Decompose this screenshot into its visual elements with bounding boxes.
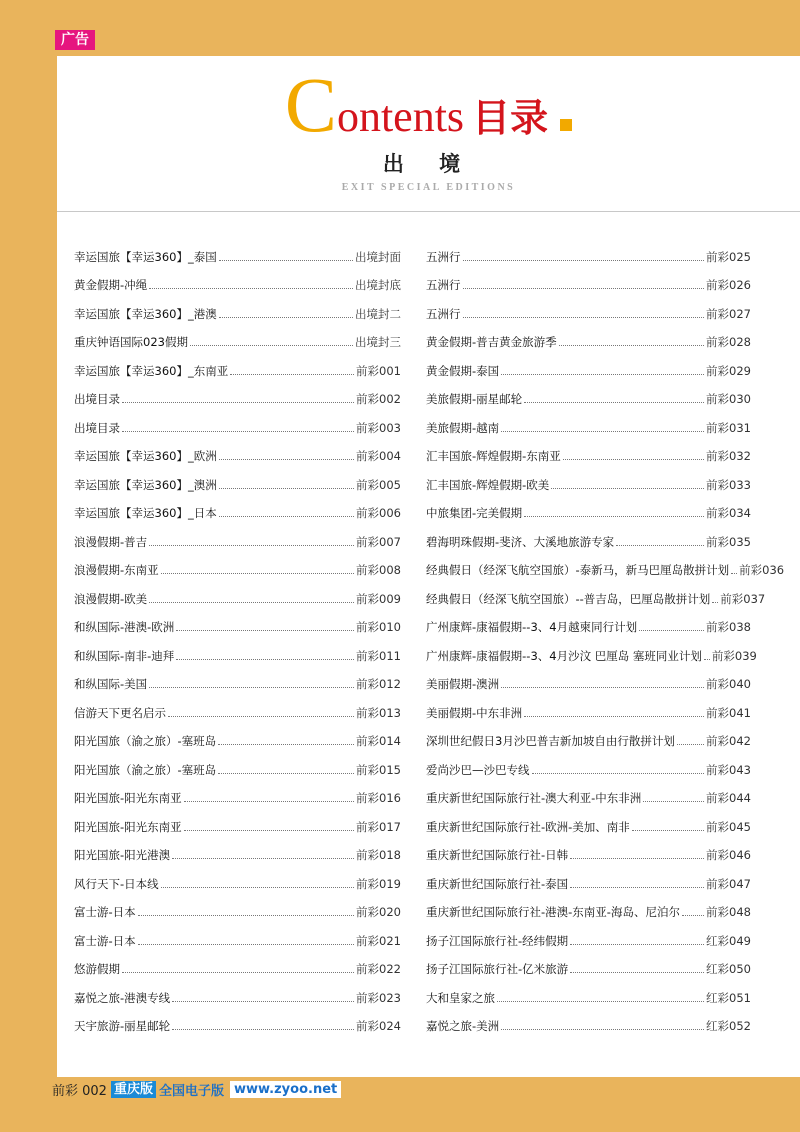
toc-entry[interactable] [426, 407, 751, 436]
toc-entry-title: 重庆钟语国际023假期 [74, 335, 188, 349]
toc-entry-title: 富士游-日本 [74, 905, 136, 919]
toc-dot-leader [501, 374, 704, 375]
toc-dot-leader [219, 317, 353, 318]
toc-dot-leader [704, 659, 710, 660]
toc-entry-title: 广州康辉-康福假期--3、4月沙汶 巴厘岛 塞班同业计划 [426, 648, 702, 663]
toc-entry[interactable] [426, 692, 751, 721]
toc-dot-leader [190, 345, 353, 346]
toc-entry-title: 和纵国际-美国 [74, 677, 148, 691]
toc-entry-page: 前彩046 [706, 848, 751, 862]
toc-entry-title: 扬子江国际旅行社-亿米旅游 [426, 962, 569, 976]
toc-entry[interactable] [74, 692, 401, 721]
toc-dot-leader [559, 345, 704, 346]
toc-entry-page: 前彩005 [356, 477, 401, 492]
toc-entry[interactable] [74, 977, 401, 1006]
toc-dot-leader [122, 431, 354, 432]
toc-entry-page: 前彩038 [706, 620, 751, 634]
toc-entry[interactable] [426, 464, 751, 493]
toc-entry[interactable] [74, 664, 401, 693]
toc-entry[interactable] [74, 607, 401, 636]
toc-entry-title: 重庆新世纪国际旅行社-港澳-东南亚-海岛、尼泊尔 [426, 905, 680, 919]
toc-entry-page: 前彩016 [356, 791, 401, 805]
toc-entry-title: 五洲行 [426, 306, 461, 321]
toc-entry[interactable] [74, 749, 401, 778]
toc-dot-leader [218, 744, 354, 745]
toc-entry[interactable] [426, 436, 751, 465]
toc-dot-leader [677, 744, 704, 745]
toc-entry[interactable] [74, 949, 401, 978]
toc-dot-leader [524, 516, 704, 517]
toc-dot-leader [682, 915, 704, 916]
toc-entry-page: 前彩015 [356, 762, 401, 777]
toc-entry-page: 前彩009 [356, 591, 401, 606]
toc-entry[interactable] [426, 835, 751, 864]
toc-entry-title: 五洲行 [426, 249, 461, 264]
toc-entry-title: 风行天下-日本线 [74, 876, 159, 891]
toc-entry-title: 阳光国旅-阳光东南亚 [74, 819, 182, 834]
toc-dot-leader [218, 773, 354, 774]
toc-entry[interactable] [426, 749, 751, 778]
toc-entry-page: 前彩030 [706, 392, 751, 406]
toc-entry-page: 前彩047 [706, 876, 751, 891]
toc-entry-title: 大和皇家之旅 [426, 990, 495, 1005]
toc-dot-leader [219, 488, 354, 489]
toc-dot-leader [149, 288, 353, 289]
toc-entry-page: 前彩039 [711, 648, 757, 663]
toc-entry-title: 幸运国旅【幸运360】_欧洲 [74, 449, 217, 463]
toc-entry-title: 扬子江国际旅行社-经纬假期 [426, 933, 569, 948]
page-footer [52, 1079, 341, 1099]
title-initial: C [284, 61, 337, 148]
toc-entry-title: 幸运国旅【幸运360】_东南亚 [74, 363, 229, 378]
title-cn: 目录 [472, 96, 549, 140]
toc-entry-page: 出境封二 [355, 306, 401, 321]
toc-entry-title: 重庆新世纪国际旅行社-澳大利亚-中东非洲 [426, 791, 642, 805]
toc-entry[interactable] [426, 550, 785, 579]
toc-dot-leader [639, 630, 704, 631]
toc-entry-title: 天宇旅游-丽星邮轮 [74, 1019, 171, 1033]
toc-entry[interactable] [426, 493, 751, 522]
toc-entry-page: 前彩017 [356, 819, 401, 834]
toc-entry[interactable] [426, 892, 751, 921]
toc-entry-title: 重庆新世纪国际旅行社-欧洲-美加、南非 [426, 819, 630, 834]
header-divider [57, 211, 800, 212]
toc-entry-title: 嘉悦之旅-美洲 [426, 1019, 500, 1033]
toc-entry[interactable] [426, 293, 751, 322]
toc-dot-leader [463, 260, 705, 261]
toc-entry-page: 前彩032 [706, 449, 751, 463]
toc-entry-page: 前彩036 [739, 563, 785, 577]
toc-entry-title: 富士游-日本 [74, 933, 136, 948]
toc-entry-page: 前彩033 [706, 477, 751, 492]
toc-entry-page: 前彩028 [706, 335, 751, 349]
toc-entry[interactable] [74, 721, 401, 750]
toc-entry-title: 悠游假期 [74, 962, 120, 976]
toc-entry[interactable] [74, 1006, 401, 1035]
toc-entry-title: 出境目录 [74, 420, 120, 435]
footer-edition-label: 全国电子版 [158, 1083, 224, 1099]
toc-dot-leader [219, 459, 354, 460]
toc-entry-page: 红彩051 [706, 990, 751, 1005]
toc-entry[interactable] [74, 236, 401, 265]
toc-entry-page: 前彩026 [706, 278, 751, 292]
toc-dot-leader [184, 801, 354, 802]
toc-entry[interactable] [426, 521, 751, 550]
toc-dot-leader [176, 630, 354, 631]
toc-entry-title: 汇丰国旅-辉煌假期-东南亚 [426, 449, 561, 463]
toc-entry[interactable] [426, 578, 766, 607]
toc-dot-leader [149, 602, 354, 603]
toc-dot-leader [138, 915, 354, 916]
toc-dot-leader [524, 402, 704, 403]
toc-entry-page: 前彩019 [356, 876, 401, 891]
toc-dot-leader [219, 516, 354, 517]
toc-entry-page: 前彩004 [356, 449, 401, 463]
toc-entry[interactable] [74, 379, 401, 408]
toc-entry-page: 前彩043 [706, 762, 751, 777]
toc-entry-page: 前彩020 [356, 905, 401, 919]
toc-dot-leader [463, 288, 705, 289]
toc-entry[interactable] [74, 550, 401, 579]
toc-dot-leader [501, 1029, 704, 1030]
toc-entry-title: 和纵国际-南非-迪拜 [74, 648, 175, 663]
title-dot [560, 119, 572, 131]
toc-entry[interactable] [74, 578, 401, 607]
page-title [57, 61, 800, 148]
toc-entry-page: 前彩006 [356, 506, 401, 520]
toc-entry[interactable] [74, 407, 401, 436]
edition-label: EXIT SPECIAL EDITIONS [341, 182, 516, 193]
toc-entry-page: 前彩011 [356, 648, 401, 663]
toc-entry-page: 前彩003 [356, 420, 401, 435]
toc-entry[interactable] [74, 265, 401, 294]
toc-dot-leader [570, 972, 704, 973]
toc-dot-leader [149, 545, 354, 546]
toc-dot-leader [570, 887, 704, 888]
toc-entry[interactable] [426, 265, 751, 294]
toc-entry-title: 幸运国旅【幸运360】_日本 [74, 506, 217, 520]
toc-entry-title: 和纵国际-港澳-欧洲 [74, 620, 175, 634]
toc-entry-title: 美旅假期-丽星邮轮 [426, 392, 523, 406]
toc-entry[interactable] [426, 1006, 751, 1035]
toc-entry[interactable] [426, 379, 751, 408]
toc-dot-leader [532, 773, 705, 774]
toc-entry-page: 前彩008 [356, 563, 401, 577]
toc-entry[interactable] [426, 977, 751, 1006]
toc-entry-page: 红彩049 [706, 933, 751, 948]
toc-entry[interactable] [426, 949, 751, 978]
toc-entry-title: 美丽假期-澳洲 [426, 677, 500, 691]
toc-entry-title: 五洲行 [426, 278, 461, 292]
toc-dot-leader [138, 944, 354, 945]
toc-dot-leader [161, 573, 354, 574]
toc-entry-title: 浪漫假期-欧美 [74, 591, 148, 606]
toc-entry-page: 前彩035 [706, 534, 751, 549]
toc-entry[interactable] [74, 436, 401, 465]
toc-entry-title: 重庆新世纪国际旅行社-日韩 [426, 848, 569, 862]
toc-entry-page: 前彩021 [356, 933, 401, 948]
toc-dot-leader [497, 1001, 704, 1002]
toc-entry[interactable] [426, 920, 751, 949]
toc-entry-title: 浪漫假期-东南亚 [74, 563, 159, 577]
toc-entry-title: 重庆新世纪国际旅行社-泰国 [426, 876, 569, 891]
toc-entry-title: 信游天下更名启示 [74, 705, 166, 720]
toc-entry-title: 爱尚沙巴—沙巴专线 [426, 762, 530, 777]
toc-entry-page: 前彩012 [356, 677, 401, 691]
toc-dot-leader [122, 402, 354, 403]
toc-entry-page: 前彩002 [356, 392, 401, 406]
toc-entry[interactable] [74, 863, 401, 892]
toc-entry-page: 前彩042 [706, 734, 751, 748]
toc-dot-leader [643, 801, 704, 802]
toc-dot-leader [184, 830, 354, 831]
toc-entry-title: 阳光国旅（渝之旅）-塞班岛 [74, 762, 217, 777]
toc-entry[interactable] [426, 778, 751, 807]
toc-entry-page: 前彩007 [356, 534, 401, 549]
toc-entry-title: 汇丰国旅-辉煌假期-欧美 [426, 477, 550, 492]
toc-dot-leader [731, 573, 737, 574]
toc-entry[interactable] [426, 322, 751, 351]
toc-entry[interactable] [74, 464, 401, 493]
toc-entry-title: 美旅假期-越南 [426, 420, 500, 435]
toc-entry-page: 前彩048 [706, 905, 751, 919]
toc-entry[interactable] [74, 293, 401, 322]
toc-dot-leader [161, 887, 354, 888]
toc-dot-leader [172, 1029, 354, 1030]
toc-dot-leader [563, 459, 704, 460]
toc-entry-page: 前彩029 [706, 363, 751, 378]
toc-dot-leader [219, 260, 353, 261]
toc-entry[interactable] [426, 863, 751, 892]
toc-entry-page: 红彩052 [706, 1019, 751, 1033]
toc-entry-title: 出境目录 [74, 392, 120, 406]
toc-entry[interactable] [74, 322, 401, 351]
toc-entry-page: 红彩050 [706, 962, 751, 976]
toc-entry[interactable] [426, 664, 751, 693]
toc-entry-page: 前彩001 [356, 363, 401, 378]
toc-dot-leader [551, 488, 704, 489]
toc-dot-leader [501, 431, 704, 432]
toc-entry-title: 幸运国旅【幸运360】_港澳 [74, 306, 217, 321]
toc-entry-page: 前彩044 [706, 791, 751, 805]
toc-dot-leader [524, 716, 704, 717]
toc-entry[interactable] [74, 806, 401, 835]
toc-entry-page: 前彩013 [356, 705, 401, 720]
toc-entry-page: 出境封面 [355, 249, 401, 264]
toc-entry-title: 经典假日（经深飞航空国旅）--普吉岛，巴厘岛散拼计划 [426, 591, 711, 606]
toc-entry[interactable] [74, 892, 401, 921]
toc-entry-page: 前彩023 [356, 990, 401, 1005]
toc-entry-page: 前彩041 [706, 705, 751, 720]
toc-dot-leader [168, 716, 354, 717]
toc-entry-page: 前彩025 [706, 249, 751, 264]
toc-entry-title: 嘉悦之旅-港澳专线 [74, 990, 171, 1005]
toc-entry[interactable] [74, 350, 401, 379]
toc-entry-title: 黄金假期-冲绳 [74, 278, 148, 292]
footer-page-number: 前彩 002 [52, 1083, 107, 1099]
toc-entry-page: 出境封三 [355, 335, 401, 349]
toc-dot-leader [463, 317, 705, 318]
toc-entry[interactable] [426, 806, 751, 835]
toc-entry-title: 幸运国旅【幸运360】_澳洲 [74, 477, 217, 492]
toc-entry-page: 前彩024 [356, 1019, 401, 1033]
toc-entry-title: 浪漫假期-普吉 [74, 534, 148, 549]
toc-entry[interactable] [74, 835, 401, 864]
toc-entry-title: 阳光国旅（渝之旅）-塞班岛 [74, 734, 217, 748]
toc-entry-page: 前彩037 [720, 591, 766, 606]
edition-badge: 重庆版 [111, 1081, 156, 1098]
toc-entry[interactable] [74, 493, 401, 522]
toc-entry[interactable] [426, 236, 751, 265]
section-subtitle: 出 境 [382, 152, 475, 176]
toc-entry-title: 碧海明珠假期-斐济、大溪地旅游专家 [426, 534, 615, 549]
toc-entry[interactable] [74, 778, 401, 807]
toc-entry-page: 前彩018 [356, 848, 401, 862]
toc-entry-page: 前彩045 [706, 819, 751, 834]
toc-dot-leader [570, 944, 704, 945]
toc-entry-title: 经典假日（经深飞航空国旅）-泰新马，新马巴厘岛散拼计划 [426, 563, 730, 577]
toc-entry-title: 深圳世纪假日3月沙巴普吉新加坡自由行散拼计划 [426, 734, 675, 748]
toc-entry-page: 前彩014 [356, 734, 401, 748]
toc-left-column [74, 236, 401, 1034]
title-rest: ontents [336, 92, 465, 141]
toc-dot-leader [122, 972, 354, 973]
toc-entry-page: 前彩034 [706, 506, 751, 520]
toc-entry-title: 幸运国旅【幸运360】_泰国 [74, 249, 217, 264]
toc-entry-page: 前彩027 [706, 306, 751, 321]
toc-dot-leader [570, 858, 704, 859]
contents-page [57, 56, 800, 1077]
toc-entry-page: 出境封底 [355, 278, 401, 292]
toc-entry-title: 阳光国旅-阳光东南亚 [74, 791, 182, 805]
toc-entry[interactable] [74, 635, 401, 664]
toc-entry[interactable] [426, 721, 751, 750]
toc-entry-title: 美丽假期-中东非洲 [426, 705, 523, 720]
toc-entry-title: 阳光国旅-阳光港澳 [74, 848, 171, 862]
toc-right-column [426, 236, 785, 1034]
toc-entry[interactable] [426, 350, 751, 379]
toc-dot-leader [176, 659, 354, 660]
toc-dot-leader [149, 687, 354, 688]
toc-dot-leader [616, 545, 704, 546]
toc-entry[interactable] [426, 607, 751, 636]
toc-dot-leader [172, 1001, 354, 1002]
toc-entry[interactable] [74, 920, 401, 949]
footer-url-link[interactable]: www.zyoo.net [230, 1081, 341, 1098]
toc-entry-page: 前彩010 [356, 620, 401, 634]
toc-dot-leader [172, 858, 354, 859]
ad-tag: 广告 [55, 30, 95, 50]
toc-entry[interactable] [426, 635, 757, 664]
toc-entry-title: 黄金假期-泰国 [426, 363, 500, 378]
toc-entry-title: 黄金假期-普吉黄金旅游季 [426, 335, 557, 349]
toc-entry[interactable] [74, 521, 401, 550]
toc-dot-leader [632, 830, 704, 831]
toc-dot-leader [230, 374, 354, 375]
toc-dot-leader [712, 602, 718, 603]
toc-entry-page: 前彩022 [356, 962, 401, 976]
toc-entry-title: 广州康辉-康福假期--3、4月越柬同行计划 [426, 620, 638, 634]
toc-entry-page: 前彩040 [706, 677, 751, 691]
toc-entry-title: 中旅集团-完美假期 [426, 506, 523, 520]
toc-dot-leader [501, 687, 704, 688]
toc-entry-page: 前彩031 [706, 420, 751, 435]
